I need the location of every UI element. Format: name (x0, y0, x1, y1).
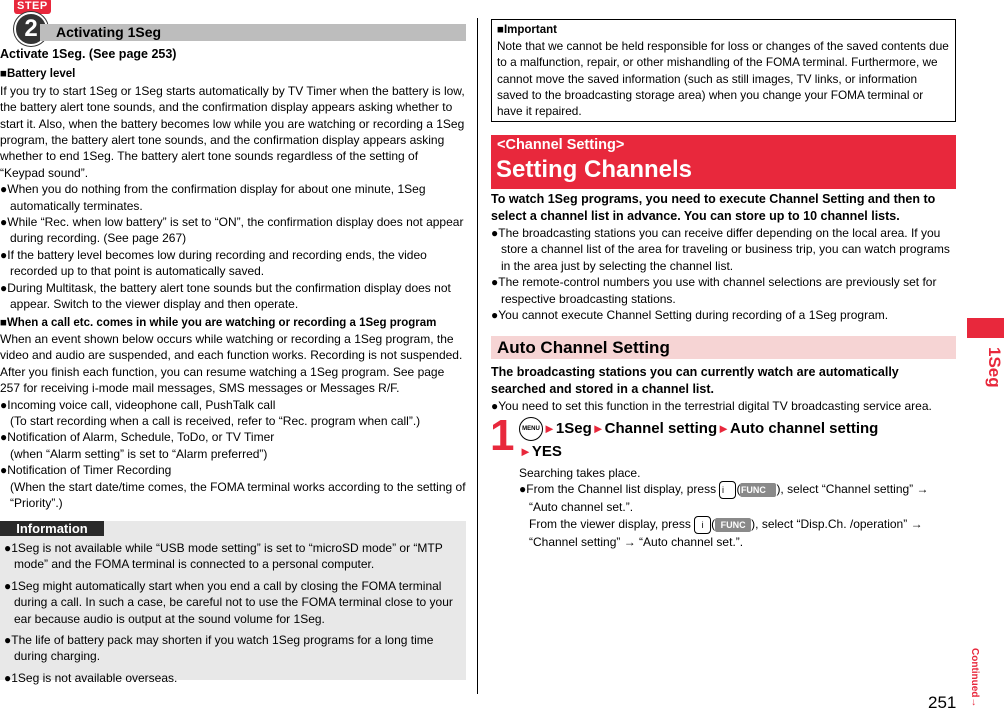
i-key-icon: i (719, 481, 736, 499)
page-number: 251 (928, 693, 957, 712)
channel-bullet: ●The broadcasting stations you can receive differ depending on the local area. If you store a channel list of the area for traveling or business trip, you can watch programs in the area just by selecting the channel list. (491, 226, 950, 273)
step-1-detail (519, 465, 959, 550)
left-column (0, 44, 466, 511)
info-item: ●1Seg is not available overseas. (4, 670, 178, 685)
func-key-icon: FUNC (715, 518, 751, 532)
information-label: Information (0, 521, 104, 536)
path-item: Channel setting (604, 419, 718, 437)
step-word: STEP (14, 0, 51, 14)
call-note: (To start recording when a call is received, refer to “Rec. program when call”.) (10, 413, 421, 428)
auto-channel-heading: Auto Channel Setting (491, 336, 956, 359)
call-bullet: ●Notification of Alarm, Schedule, ToDo, or TV Timer (0, 430, 275, 445)
important-body: Note that we cannot be held responsible for loss or changes of the saved contents due to a malfunction, repair, or other mishandling of the FOMA terminal. Furthermore, we cannot move the saved information (such as still images, TV links, or information saved to the broadcasting storage area) when you change your FOMA terminal or have it repaired. (497, 39, 949, 119)
battery-bullet: ●While “Rec. when low battery” is set to “ON”, the confirmation display does not appear during recording. (See page 267) (0, 215, 464, 246)
path-item: YES (531, 443, 562, 460)
path-item: Auto channel setting (730, 419, 879, 437)
func-key-icon: FUNC (740, 483, 776, 497)
column-divider (477, 18, 478, 694)
call-heading: ■When a call etc. comes in while you are watching or recording a 1Seg program (0, 316, 437, 329)
intro-line: Activate 1Seg. (See page 253) (0, 47, 177, 61)
i-key-icon: i (694, 516, 711, 534)
step-number: 2 (14, 12, 48, 46)
step-1-number: 1 (490, 411, 515, 460)
step-title: Activating 1Seg (40, 24, 466, 41)
call-body: When an event shown below occurs while watching or recording a 1Seg program, the video and audio are suspended, and each function works. Recording is not suspended. After you finish each function, you can resume watching a 1Seg program. See page 257 for receiving i-mode mail messages, SMS messages or Messages R/F. (0, 331, 463, 396)
battery-heading: ■Battery level (0, 68, 76, 81)
side-tab (967, 318, 1004, 338)
important-box (491, 19, 956, 122)
path-item: 1Seg (555, 419, 592, 437)
channel-bullet: ●The remote-control numbers you use with channel selections are previously set for respective broadcasting stations. (491, 275, 937, 306)
battery-body: If you try to start 1Seg or 1Seg starts automatically by TV Timer when the battery is low, the battery alert tone sounds, and the confirmation display appears asking whether to start it. Also, when the battery becomes low while you are watching or recording a 1Seg program, the battery alert tone sounds, and the confirmation display appears asking whether to end 1Seg. The battery alert tone sounds regardless of the setting of “Keypad sound”. (0, 83, 465, 180)
auto-channel-intro (491, 364, 957, 414)
banner-subtitle: <Channel Setting> (497, 137, 625, 153)
continued-label: Continued→ (969, 648, 980, 708)
auto-note: ●You need to set this function in the terrestrial digital TV broadcasting service area. (491, 399, 932, 413)
arrow-icon: ► (543, 420, 556, 436)
detail-continued: From the viewer display, press i ( FUNC ), select “Disp.Ch. /operation” → “Channel setting” → “Auto channel set.”. (529, 516, 923, 549)
auto-intro: The broadcasting stations you can currently watch are automatically searched and stored in a channel list. (491, 365, 899, 396)
step-1-path (519, 417, 959, 463)
arrow-icon: ► (717, 420, 730, 436)
battery-bullet: ●When you do nothing from the confirmation display for about one minute, 1Seg automatically terminates. (0, 182, 426, 213)
banner-title: Setting Channels (496, 156, 693, 183)
detail-bullet: ●From the Channel list display, press i (FUNC ), select “Channel setting” → “Auto channel set.”. (519, 482, 929, 515)
call-note: (When the start date/time comes, the FOMA terminal works according to the setting of “Priority”.) (10, 479, 466, 510)
menu-key-icon: MENU (519, 417, 543, 441)
battery-bullet: ●During Multitask, the battery alert tone sounds but the confirmation display does not appear. Switch to the viewer display and then operate. (0, 280, 451, 312)
channel-bullet: ●You cannot execute Channel Setting during recording of a 1Seg program. (491, 308, 889, 323)
info-item: ●The life of battery pack may shorten if you watch 1Seg programs for a long time during charging. (4, 633, 434, 664)
info-item: ●1Seg might automatically start when you end a call by closing the FOMA terminal during a call. In such a case, be careful not to use the FOMA terminal close to your ear because audio is output at the sound volume for 1Seg. (4, 578, 453, 626)
information-content (0, 540, 460, 691)
arrow-icon: ► (591, 420, 605, 436)
section-banner (491, 135, 956, 189)
call-note: (when “Alarm setting” is set to “Alarm preferred”) (10, 446, 268, 461)
side-tab-label: 1Seg (985, 347, 1004, 388)
important-heading: ■Important (497, 24, 557, 36)
info-item: ●1Seg is not available while “USB mode setting” is set to “microSD mode” or “MTP mode” and the FOMA terminal is connected to a personal computer. (4, 541, 443, 572)
channel-setting-intro (491, 191, 957, 323)
arrow-icon: ► (519, 444, 532, 459)
channel-intro: To watch 1Seg programs, you need to execute Channel Setting and then to select a channel list in advance. You can store up to 10 channel lists. (491, 192, 936, 223)
call-bullet: ●Notification of Timer Recording (0, 463, 172, 478)
searching-text: Searching takes place. (519, 466, 641, 480)
call-bullet: ●Incoming voice call, videophone call, PushTalk call (0, 397, 276, 412)
battery-bullet: ●If the battery level becomes low during recording and recording ends, the video recorded up to that point is automatically saved. (0, 247, 427, 279)
